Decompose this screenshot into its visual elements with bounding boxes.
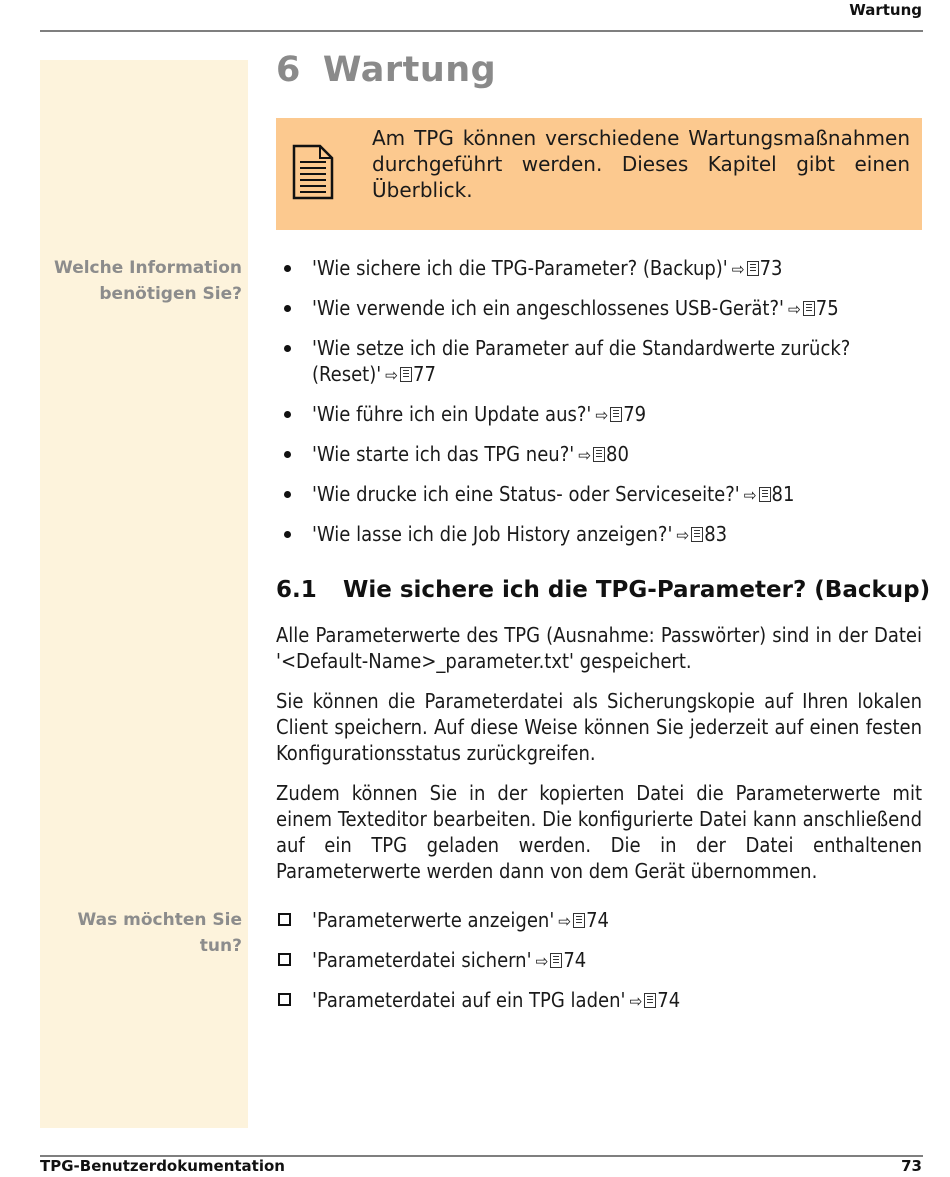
page-icon	[644, 993, 656, 1008]
link-text[interactable]: 'Parameterwerte anzeigen'	[312, 908, 555, 932]
link-text[interactable]: 'Wie drucke ich eine Status- oder Serviceseite?'	[312, 482, 740, 506]
link-text[interactable]: 'Wie starte ich das TPG neu?'	[312, 442, 575, 466]
document-icon	[292, 144, 334, 200]
page-icon	[573, 913, 585, 928]
list-item[interactable]	[276, 335, 922, 389]
arrow-right-icon: ⇨	[787, 300, 801, 320]
header-rule	[40, 30, 923, 32]
link-text[interactable]: 'Wie verwende ich ein angeschlossenes USB-Gerät?'	[312, 296, 784, 320]
arrow-right-icon: ⇨	[629, 992, 643, 1012]
body-paragraph: Sie können die Parameterdatei als Sicherungskopie auf Ihren lokalen Client speichern. Auf diese Weise können Sie jederzeit auf einen festen Konfigurationsstatus zurückgreifen.	[276, 689, 922, 765]
section-title-text: Wie sichere ich die TPG-Parameter? (Backup)	[343, 577, 931, 603]
info-list	[276, 255, 922, 549]
running-header: Wartung	[849, 1, 922, 19]
page-icon	[400, 367, 412, 382]
task-list	[276, 907, 922, 1015]
footer-document-title: TPG-Benutzerdokumentation	[40, 1157, 285, 1175]
list-item[interactable]	[276, 295, 922, 323]
page-icon	[610, 407, 622, 422]
page-icon	[747, 261, 759, 276]
list-item[interactable]	[276, 441, 922, 469]
page-icon	[691, 527, 703, 542]
link-text[interactable]: 'Wie sichere ich die TPG-Parameter? (Backup)'	[312, 256, 728, 280]
page-ref[interactable]: 74	[657, 988, 681, 1012]
intro-note-box	[276, 118, 922, 230]
list-item[interactable]	[276, 987, 922, 1015]
chapter-title-text: Wartung	[322, 50, 497, 90]
link-text[interactable]: 'Wie lasse ich die Job History anzeigen?'	[312, 522, 673, 546]
arrow-right-icon: ⇨	[743, 486, 757, 506]
page-ref[interactable]: 79	[623, 402, 647, 426]
page-ref[interactable]: 74	[563, 948, 587, 972]
margin-sidebar	[40, 60, 248, 1128]
page-icon	[803, 301, 815, 316]
task-sidebar-label: Was möchten Sie tun?	[77, 910, 242, 956]
page-ref[interactable]: 75	[815, 296, 839, 320]
body-paragraph: Zudem können Sie in der kopierten Datei die Parameterwerte mit einem Texteditor bearbeiten. Die konfigurierte Datei kann anschließend auf ein TPG geladen werden. Die in der Datei enthaltenen Parameterwerte werden dann von dem Gerät übernommen.	[276, 781, 922, 883]
list-item[interactable]	[276, 401, 922, 429]
chapter-number: 6	[276, 50, 301, 90]
page-ref[interactable]: 74	[586, 908, 609, 932]
chapter-title	[276, 50, 496, 90]
info-sidebar-label: Welche Information benötigen Sie?	[54, 258, 242, 304]
arrow-right-icon: ⇨	[595, 406, 609, 426]
intro-note-text: Am TPG können verschiedene Wartungsmaßnahmen durchgeführt werden. Dieses Kapitel gibt einen Überblick.	[372, 126, 910, 202]
link-text[interactable]: 'Parameterdatei auf ein TPG laden'	[312, 988, 626, 1012]
arrow-right-icon: ⇨	[535, 952, 549, 972]
page-ref[interactable]: 81	[771, 482, 795, 506]
list-item[interactable]	[276, 255, 922, 283]
page-icon	[593, 447, 605, 462]
link-text[interactable]: 'Wie führe ich ein Update aus?'	[312, 402, 592, 426]
body-paragraph: Alle Parameterwerte des TPG (Ausnahme: Passwörter) sind in der Datei '<Default-Name>_parameter.txt' gespeichert.	[276, 623, 922, 673]
page-ref[interactable]: 83	[704, 522, 728, 546]
section-heading	[276, 577, 930, 603]
arrow-right-icon: ⇨	[578, 446, 592, 466]
page-icon	[550, 953, 562, 968]
arrow-right-icon: ⇨	[558, 912, 572, 932]
page-ref[interactable]: 77	[413, 362, 436, 386]
list-item[interactable]	[276, 481, 922, 509]
link-text[interactable]: 'Wie setze ich die Parameter auf die Standardwerte zurück? (Reset)'	[312, 336, 851, 386]
list-item[interactable]	[276, 947, 922, 975]
page-ref[interactable]: 73	[759, 256, 783, 280]
arrow-right-icon: ⇨	[385, 366, 398, 386]
page-icon	[759, 487, 771, 502]
footer-page-number: 73	[901, 1157, 922, 1175]
page-ref[interactable]: 80	[606, 442, 629, 466]
section-number: 6.1	[276, 577, 317, 603]
list-item[interactable]	[276, 907, 922, 935]
link-text[interactable]: 'Parameterdatei sichern'	[312, 948, 532, 972]
arrow-right-icon: ⇨	[731, 260, 745, 280]
list-item[interactable]	[276, 521, 922, 549]
arrow-right-icon: ⇨	[676, 526, 690, 546]
